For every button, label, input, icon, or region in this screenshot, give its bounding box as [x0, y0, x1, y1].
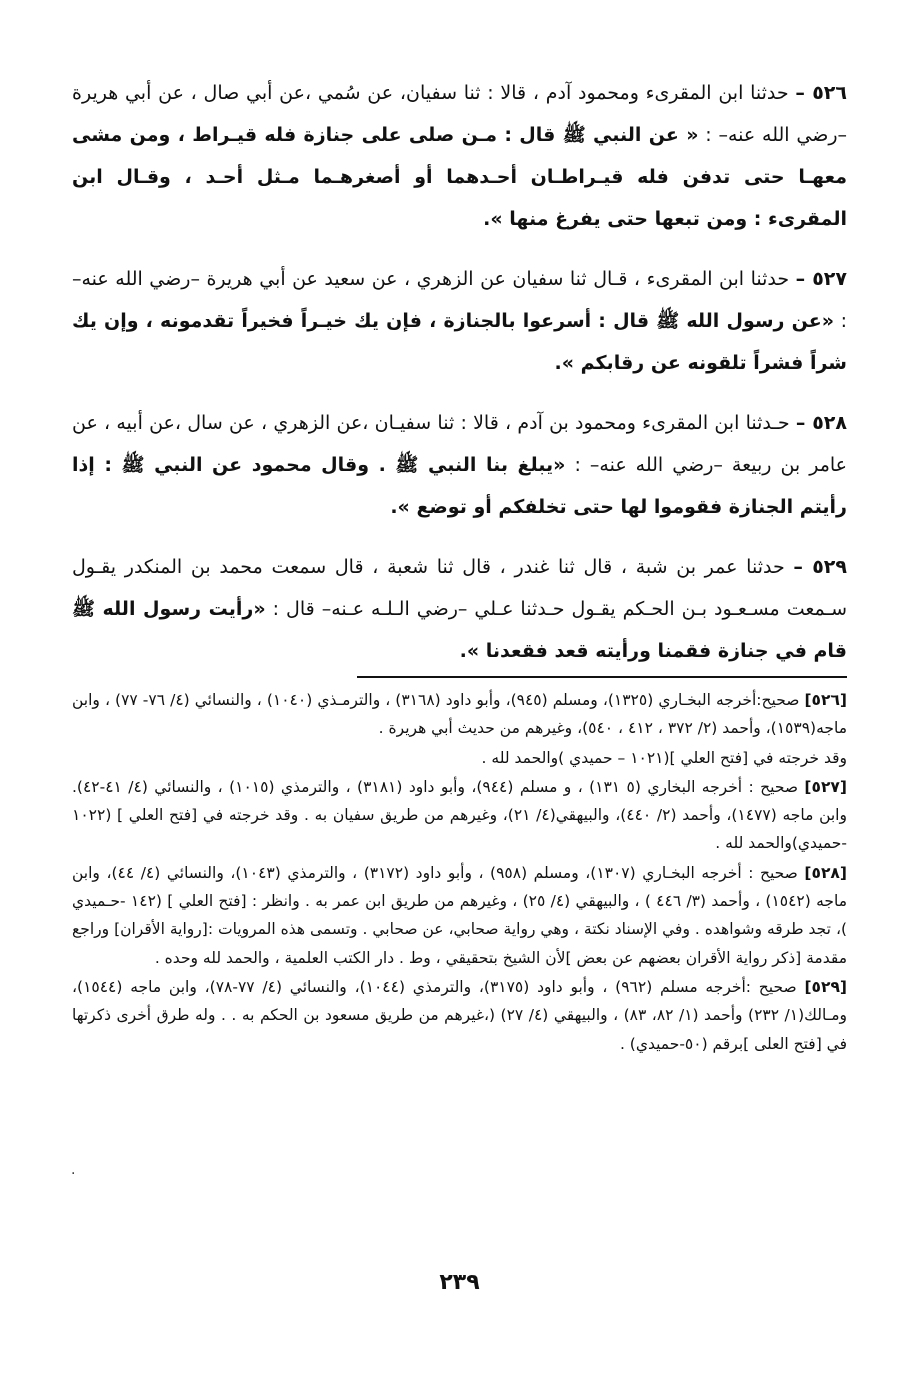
hadith-528 — [72, 402, 847, 528]
footnote-526-extra — [72, 744, 847, 772]
footnote-text: صحيح:أخرجه البخـاري (١٣٢٥)، ومسلم (٩٤٥)، وأبو داود (٣١٦٨) ، والترمـذي (١٠٤٠) ، والنسائي (٤/ ٧٦- ٧٧) ، وابن ماجه(١٥٣٩)، وأحمد (٢/ ٣٧٢ ، ٤١٢ ، ٥٤٠)، وغيرهم من حديث أبي هريرة . — [72, 691, 847, 738]
hadith-526 — [72, 72, 847, 240]
book-page — [72, 72, 847, 1302]
hadith-number: ٥٢٦ – — [795, 82, 847, 104]
footnote-text: وقد خرجته في [فتح العلي ](١٠٢١ – حميدي )والحمد لله . — [481, 748, 847, 767]
page-number: ٢٣٩ — [439, 1270, 480, 1295]
footnote-ref: [٥٢٦] — [804, 691, 848, 709]
footnote-text: صحيح :أخرجه مسلم (٩٦٢) ، وأبو داود (٣١٧٥)، والترمذي (١٠٤٤)، والنسائي (٤/ ٧٧-٧٨)، وابن ماجه (١٥٤٤)، ومـالك(١/ ٢٣٢) وأحمد (١/ ٨٢، ٨٣) ، والبيهقي (٤/ ٢٧) (،غيرهم من طريق مسعود بن الحكم به . . وله طرق أخرى ذكرتها في [فتح العلى ]برقم (٥٠-حميدي) . — [72, 977, 847, 1053]
footnote-529 — [72, 973, 847, 1058]
hadith-matn: «رأيت رسول الله ﷺ قام في جنازة فقمنا ورأيته قعد فقعدنا ». — [72, 598, 847, 662]
footnote-ref: [٥٢٩] — [804, 977, 848, 996]
footnotes-block — [72, 686, 847, 1059]
footnote-ref: [٥٢٧] — [804, 777, 847, 796]
footnote-text: صحيح : أخرجه البخـاري (١٣٠٧)، ومسلم (٩٥٨) ، وأبو داود (٣١٧٢) ، والترمذي (١٠٤٣)، والنسائي (٤/ ٤٤)، وابن ماجه (١٥٤٢) ، وأحمد (٣/ ٤٤٦ ) ، والبيهقي (٤/ ٢٥) ، وغيرهم من طريق ابن عمر به . وانظر : [فتح العلي ] (١٤٢ -حـميدي )، تجد طرقه وشواهده . وفي الإسناد نكتة ، وهي رواية صحابي، عن صحابي . وتسمى هذه المرويات :[رواية الأقران] وراجع مقدمة [ذكر رواية الأقران بعضهم عن بعض ]لأن الشيخ بتحقيقي ، وط . دار الكتب العلمية ، والحمد لله وحده . — [72, 863, 848, 967]
footnote-528 — [72, 859, 847, 972]
hadith-matn: «يبلغ بنا النبي ﷺ . وقال محمود عن النبي ﷺ : إذا رأيتم الجنازة فقوموا لها حتى تخلفكم أو توضع ». — [72, 454, 847, 518]
hadith-isnad: حدثنا عمر بن شبة ، قال ثنا غندر ، قال ثنا شعبة ، قال سمعت محمد بن المنكدر يقـول سـمعت مسـعـود بـن الحـكم يقـول حـدثنا عـلي –رضي الـلـه عـنه– قال : — [72, 556, 847, 620]
footnote-ref: [٥٢٨] — [804, 863, 847, 882]
hadith-number: ٥٢٩ – — [793, 556, 847, 578]
hadith-number: ٥٢٧ – — [795, 268, 847, 290]
hadith-matn: «عن رسول الله ﷺ قال : أسرعوا بالجنازة ، فإن يك خيـراً فخيراً تقدمونه ، وإن يك شراً فشراً تلقونه عن رقابكم ». — [72, 310, 847, 374]
hadith-527 — [72, 258, 847, 384]
hadith-529 — [72, 546, 847, 672]
stray-mark: . — [71, 1162, 76, 1178]
footnote-526 — [72, 686, 847, 743]
footnote-text: صحيح : أخرجه البخاري (٥ ١٣١) ، و مسلم (٩٤٤)، وأبو داود (٣١٨١) ، والترمذي (١٠١٥) ، والنسائي (٤/ ٤١-٤٢). وابن ماجه (١٤٧٧)، وأحمد (٢/ ٤٤٠)، والبيهقي(٤/ ٢١)، وغيرهم من طريق سفيان به . وقد خرجته في [فتح العلي ] (١٠٢٢ -حميدي)والحمد لله . — [72, 777, 847, 853]
footnote-separator-rule — [357, 676, 847, 678]
hadith-number: ٥٢٨ – — [795, 412, 847, 434]
hadith-isnad: حدثنا ابن المقرىء ومحمود آدم ، قالا : ثنا سفيان، عن سُمي ،عن أبي صال ، عن أبي هريرة –رضي الله عنه– : — [72, 82, 848, 146]
hadith-isnad: حدثنا ابن المقرىء ، قـال ثنا سفيان عن الزهري ، عن سعيد عن أبي هريرة –رضي الله عنه– : — [72, 268, 848, 332]
hadith-isnad: حـدثنا ابن المقرىء ومحمود بن آدم ، قالا : ثنا سفيـان ،عن الزهري ، عن سال ،عن أبيه ، عن عامر بن ربيعة –رضي الله عنه– : — [72, 412, 847, 476]
footnote-527 — [72, 773, 847, 858]
hadith-text-block — [72, 72, 847, 672]
hadith-matn: « عن النبي ﷺ قال : مـن صلى على جنازة فله قيـراط ، ومن مشى معهـا حتى تدفن فله قيـراطـان أحـدهما أو أصغرهـما مـثل أحـد ، وقـال ابن المقرىء : ومن تبعها حتى يفرغ منها ». — [72, 124, 847, 230]
